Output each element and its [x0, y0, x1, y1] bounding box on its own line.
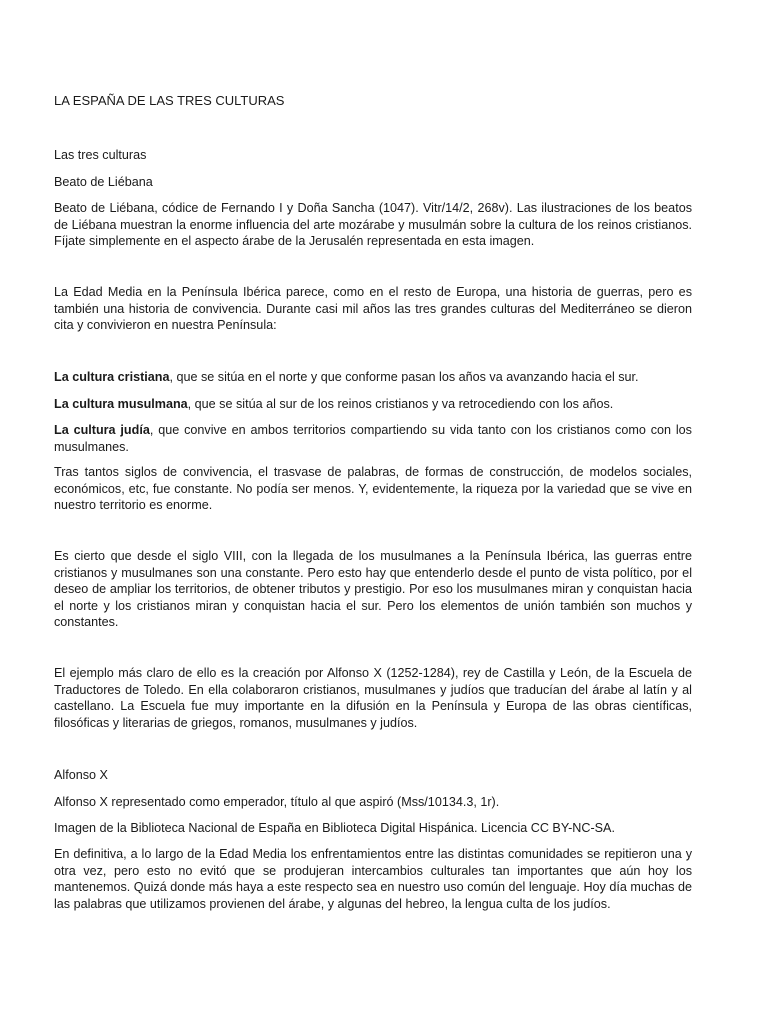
culture-musulmana-term: La cultura musulmana: [54, 397, 188, 411]
image-caption-title: Beato de Liébana: [54, 175, 153, 189]
culture-judia-term: La cultura judía: [54, 423, 150, 437]
culture-judia-text: , que convive en ambos territorios compartiendo su vida tanto con los cristianos como con los musulmanes.: [54, 423, 692, 454]
alfonso-title: Alfonso X: [54, 768, 108, 782]
alfonso-caption: Alfonso X representado como emperador, título al que aspiró (Mss/10134.3, 1r).: [54, 795, 500, 809]
culture-cristiana-item: [54, 369, 692, 386]
culture-cristiana-term: La cultura cristiana: [54, 370, 170, 384]
culture-musulmana-text: , que se sitúa al sur de los reinos cristianos y va retrocediendo con los años.: [187, 397, 614, 411]
section-heading-tres-culturas: Las tres culturas: [54, 148, 147, 162]
conclusion-paragraph: En definitiva, a lo largo de la Edad Media los enfrentamientos entre las distintas comunidades se repitieron una y otra vez, pero esto no evitó que se produjeran intercambios culturales tan importantes que aún hoy los mantenemos. Quizá donde más haya a este respecto sea en nuestro uso común del lenguaje. Hoy día muchas de las palabras que utilizamos provienen del árabe, y algunas del hebreo, la lengua culta de los judíos.: [54, 847, 692, 911]
image-caption-text: Beato de Liébana, códice de Fernando I y Doña Sancha (1047). Vitr/14/2, 268v). Las ilustraciones de los beatos de Liébana muestran la enorme influencia del arte mozárabe y musulmán sobre la cultura de los reinos cristianos. Fíjate simplemente en el aspecto árabe de la Jerusalén representada en esta imagen.: [54, 201, 692, 249]
culture-musulmana-item: [54, 396, 692, 413]
document-title: LA ESPAÑA DE LAS TRES CULTURAS: [54, 93, 285, 108]
culture-cristiana-text: , que se sitúa en el norte y que conforme pasan los años va avanzando hacia el sur.: [169, 370, 639, 384]
culture-judia-item: [54, 422, 692, 455]
trasvase-paragraph: Tras tantos siglos de convivencia, el trasvase de palabras, de formas de construcción, de modelos sociales, económicos, etc, fue constante. No podía ser menos. Y, evidentemente, la riqueza por la variedad que se vive en nuestro territorio es enorme.: [54, 465, 692, 513]
guerras-paragraph: Es cierto que desde el siglo VIII, con la llegada de los musulmanes a la Península Ibérica, las guerras entre cristianos y musulmanes son una constante. Pero esto hay que entenderlo desde el punto de vista político, por el deseo de ampliar los territorios, de obtener tributos y prestigio. Por eso los musulmanes miran y conquistan hacia el norte y los cristianos miran y conquistan hacia el sur. Pero los elementos de unión también son muchos y constantes.: [54, 549, 692, 630]
escuela-paragraph: El ejemplo más claro de ello es la creación por Alfonso X (1252-1284), rey de Castilla y León, de la Escuela de Traductores de Toledo. En ella colaboraron cristianos, musulmanes y judíos que traducían del árabe al latín y al castellano. La Escuela fue muy importante en la difusión en la Península y Europa de las obras científicas, filosóficas y literarias de griegos, romanos, musulmanes y judíos.: [54, 666, 692, 730]
alfonso-credit: Imagen de la Biblioteca Nacional de España en Biblioteca Digital Hispánica. Licencia CC BY-NC-SA.: [54, 821, 615, 835]
intro-paragraph: La Edad Media en la Península Ibérica parece, como en el resto de Europa, una historia de guerras, pero es también una historia de convivencia. Durante casi mil años las tres grandes culturas del Mediterráneo se dieron cita y convivieron en nuestra Península:: [54, 285, 692, 333]
